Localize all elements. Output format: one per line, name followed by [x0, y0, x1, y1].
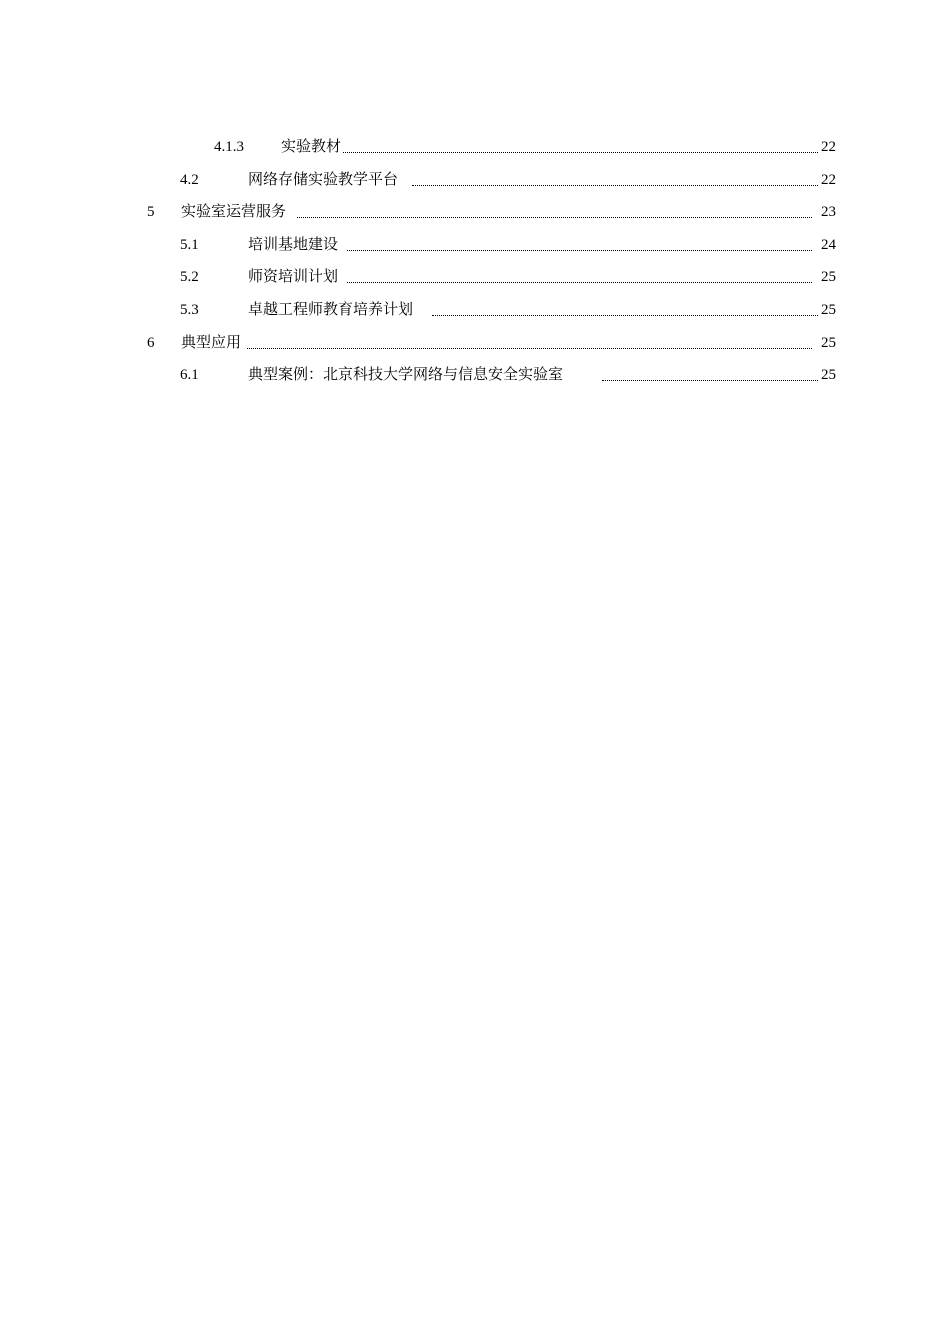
toc-entry[interactable]: [0, 359, 950, 392]
toc-dot-leader: [602, 359, 832, 392]
toc-entry-number: 5: [147, 204, 155, 221]
toc-dot-leader: [432, 294, 832, 327]
toc-entry-number: 4.1.3: [214, 139, 244, 155]
toc-entry[interactable]: [0, 261, 950, 294]
toc-entry[interactable]: [0, 229, 950, 262]
toc-dot-leader: [347, 261, 812, 294]
toc-entry[interactable]: [0, 294, 950, 327]
toc-entry-number: 5.1: [180, 236, 199, 253]
toc-entry[interactable]: [0, 327, 950, 360]
toc-entry-title: 典型案例：北京科技大学网络与信息安全实验室: [248, 359, 565, 392]
toc-dot-leader: [247, 327, 812, 360]
toc-entry[interactable]: [0, 131, 950, 164]
toc-entry-number: 5.2: [180, 269, 199, 286]
toc-entry[interactable]: [0, 196, 950, 229]
toc-entry-page: 25: [818, 327, 836, 360]
toc-dot-leader: [412, 164, 832, 197]
toc-entry-page: 25: [818, 359, 836, 392]
toc-entry-title: 实验教材: [281, 131, 343, 164]
table-of-contents: [0, 131, 950, 392]
toc-entry-title: 实验室运营服务: [181, 196, 288, 229]
toc-entry-title: 网络存储实验教学平台: [248, 164, 400, 197]
toc-dot-leader: [297, 196, 812, 229]
toc-entry-number: 6: [147, 334, 155, 351]
toc-entry-title: 培训基地建设: [248, 229, 340, 262]
toc-entry-number: 6.1: [180, 367, 199, 384]
toc-entry-title: 典型应用: [181, 327, 243, 360]
toc-entry-page: 23: [818, 196, 836, 229]
toc-entry-number: 5.3: [180, 301, 199, 318]
toc-entry-page: 22: [818, 131, 836, 164]
toc-dot-leader: [347, 229, 812, 262]
toc-entry-page: 25: [818, 294, 836, 327]
toc-entry-title: 卓越工程师教育培养计划: [248, 294, 415, 327]
toc-entry-number: 4.2: [180, 171, 199, 188]
toc-dot-leader: [340, 131, 832, 164]
toc-entry-page: 25: [818, 261, 836, 294]
toc-entry-title: 师资培训计划: [248, 261, 340, 294]
toc-entry-page: 22: [818, 164, 836, 197]
toc-entry[interactable]: [0, 164, 950, 197]
toc-entry-page: 24: [818, 229, 836, 262]
